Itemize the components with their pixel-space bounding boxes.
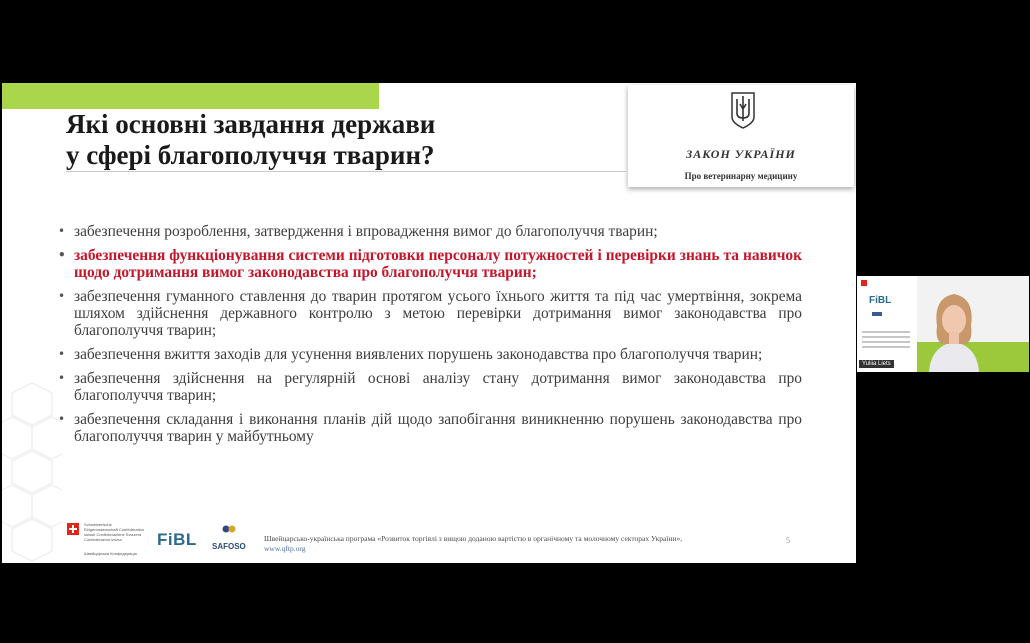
hexagon-pattern-decoration: [2, 383, 62, 563]
bullet-item: • забезпечення складання і виконання планів дій щодо запобігання виникненню порушень законодавства про благополуччя тварин у майбутньому: [57, 411, 802, 445]
ukraine-trident-icon: [729, 91, 757, 129]
swiss-flag-icon: [67, 523, 79, 535]
slide-title-line-1: Які основні завдання держави: [66, 109, 436, 139]
video-slide-text-lines: [862, 331, 910, 351]
bullet-item: • забезпечення гуманного ставлення до тварин протягом усього їхнього життя та під час умертвіння, зокрема шляхом здійснення державного контролю з метою перевірки дотримання вимог законодавства про благополуччя тварин;: [57, 288, 802, 339]
footer-program-line: Швейцарсько-українська програма «Розвиток торгівлі з вищою доданою вартістю в органічному та молочному секторах України»,: [264, 534, 683, 543]
law-title: ЗАКОН УКРАЇНИ: [686, 147, 796, 161]
participant-video-tile[interactable]: [857, 276, 1029, 372]
accent-green-bar: [2, 83, 379, 109]
safoso-logo-icon: [872, 312, 882, 316]
fibl-logo: FiBL: [157, 530, 197, 549]
bullet-item: • забезпечення розроблення, затвердження і впровадження вимог до благополуччя тварин;: [57, 223, 802, 240]
slide-page-number: 5: [786, 536, 790, 545]
law-document-card: [628, 85, 854, 187]
video-background-slide: [857, 276, 917, 372]
presentation-slide: [2, 83, 856, 563]
video-fibl-logo: FiBL: [869, 295, 892, 306]
footer-program-text: [264, 534, 682, 554]
footer-logos: [67, 523, 267, 555]
safoso-logo: SAFOSO: [212, 542, 246, 551]
speaker-avatar: [919, 284, 989, 372]
slide-title-line-2: у сфері благополуччя тварин?: [66, 140, 435, 170]
slide-title: [66, 109, 435, 171]
safoso-logo-icon: [222, 523, 236, 535]
swiss-confederation-ua: Швейцарська Конфедерація: [84, 551, 137, 556]
bullet-item-highlighted: • забезпечення функціонування системи підготовки персоналу потужностей і перевірки знань та навичок щодо дотримання вимог законодавства про благополуччя тварин;: [57, 247, 802, 281]
law-subtitle: Про ветеринарну медицину: [684, 171, 798, 181]
title-underline: [66, 171, 626, 172]
tasks-bullet-list: [57, 223, 802, 452]
swiss-confederation-text: Schweizerische Eidgenossenschaft Confédération suisse Confederazione Svizzera Confederaziun svizra: [84, 522, 145, 542]
participant-name-tag: Yuliia Liets: [859, 360, 894, 368]
bullet-item: • забезпечення вжиття заходів для усунення виявлених порушень законодавства про благополуччя тварин;: [57, 346, 802, 363]
footer-url-link[interactable]: www.qftp.org: [264, 544, 306, 553]
bullet-item: • забезпечення здійснення на регулярній основі аналізу стану дотримання вимог законодавства про благополуччя тварин;: [57, 370, 802, 404]
swiss-flag-icon: [861, 280, 867, 286]
